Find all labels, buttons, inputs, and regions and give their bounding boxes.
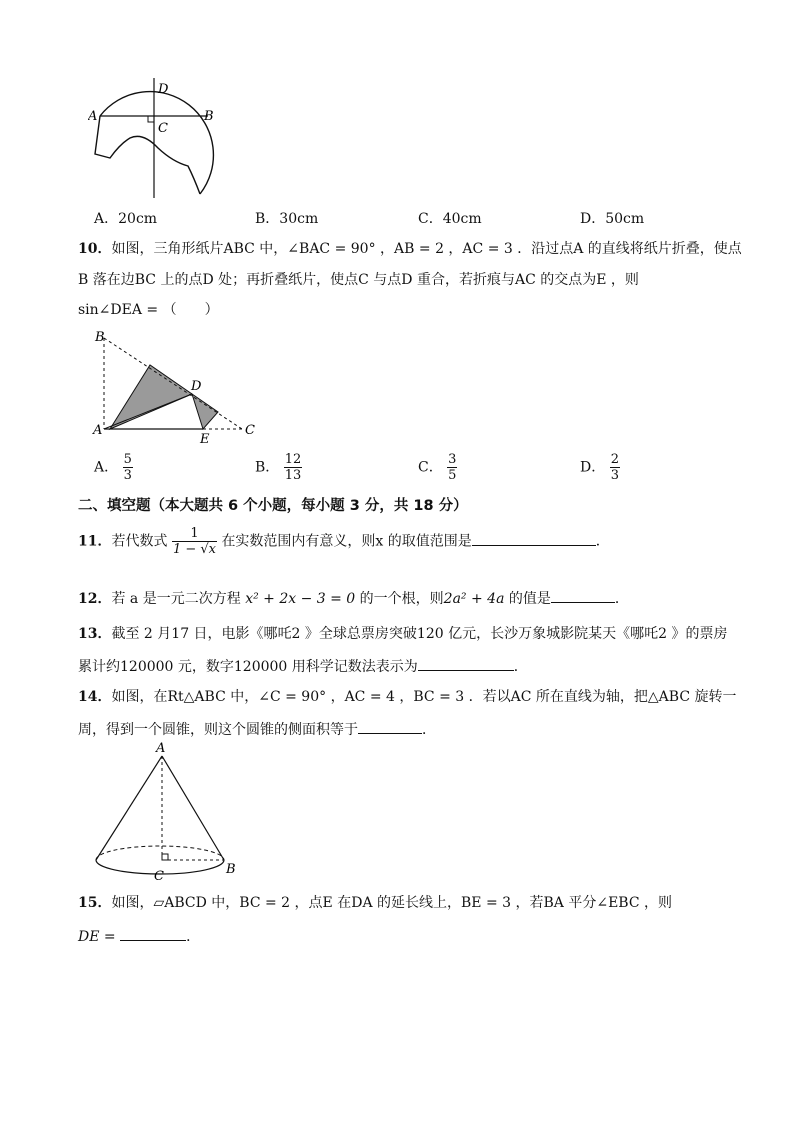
- q14-line1: 14．如图，在Rt△ABC 中，∠C = 90° ，AC = 4 ，BC = 3 ．若以AC 所在直线为轴，把△ABC 旋转一: [78, 689, 737, 705]
- q10-number: 10．: [78, 241, 112, 257]
- figure-q10-triangle: [90, 328, 270, 448]
- circle-arc: [100, 92, 213, 194]
- cone-right-edge: [162, 756, 224, 860]
- label-d: D: [191, 379, 202, 394]
- q14-answer-blank[interactable]: [358, 719, 422, 734]
- label-b: B: [226, 862, 236, 877]
- base-back-arc-dashed: [96, 846, 224, 860]
- cone-left-edge: [96, 756, 162, 860]
- q9-option-d: D．50cm: [580, 211, 645, 227]
- q13-answer-blank[interactable]: [418, 656, 514, 671]
- q10-line3: sin∠DEA = （ ）: [78, 302, 219, 318]
- right-angle-mark: [148, 116, 154, 122]
- label-a: A: [156, 741, 166, 756]
- right-angle-mark: [162, 854, 168, 860]
- q11-line: 11．若代数式 $\frac{1}{1 - √x}$ 在实数范围内有意义，则x 的取值范围是 ．: [78, 526, 610, 557]
- q12-answer-blank[interactable]: [551, 588, 615, 603]
- q10-option-a: A． $\frac{5}{3}$: [94, 452, 132, 483]
- q13-number: 13．: [78, 626, 112, 642]
- figure-q9-circle: [88, 74, 228, 204]
- q12-number: 12．: [78, 591, 112, 607]
- q12-line: 12．若 a 是一元二次方程 x² + 2x − 3 = 0 的一个根，则2a² + 4a 的值是 ．: [78, 588, 629, 608]
- q11-answer-blank[interactable]: [472, 531, 596, 546]
- q10-line2: B 落在边BC 上的点D 处；再折叠纸片，使点C 与点D 重合，若折痕与AC 的交点为E ，则: [78, 272, 639, 288]
- label-b: B: [204, 109, 214, 124]
- label-a: A: [88, 109, 98, 124]
- q15-line2: DE = ．: [78, 926, 200, 946]
- q14-number: 14．: [78, 689, 112, 705]
- q11-number: 11．: [78, 533, 112, 550]
- section-heading-fill-in: 二、填空题（本大题共 6 个小题，每小题 3 分，共 18 分）: [78, 498, 468, 514]
- q9-option-b: B．30cm: [255, 211, 319, 227]
- q15-answer-blank[interactable]: [120, 926, 186, 941]
- label-a: A: [93, 423, 103, 438]
- q10-line1: 10．如图，三角形纸片ABC 中，∠BAC = 90° ，AB = 2 ，AC = 3 ．沿过点A 的直线将纸片折叠，使点: [78, 241, 742, 257]
- q10-option-b: B． $\frac{12}{13}$: [255, 452, 302, 483]
- q10-option-c: C． $\frac{3}{5}$: [418, 452, 457, 483]
- q9-option-a: A．20cm: [94, 211, 158, 227]
- label-d: D: [158, 82, 169, 97]
- q13-line2: 累计约120000 元，数字120000 用科学记数法表示为 ．: [78, 656, 528, 676]
- shaded-triangle-1: [110, 365, 192, 429]
- shaded-triangle-2: [192, 394, 218, 429]
- label-e: E: [200, 432, 210, 447]
- figure-q14-cone: [90, 740, 250, 886]
- q14-line2: 周，得到一个圆锥，则这个圆锥的侧面积等于 ．: [78, 719, 436, 739]
- label-c: C: [245, 423, 255, 438]
- label-c: C: [158, 121, 168, 136]
- label-b: B: [95, 330, 105, 345]
- torn-edge-curve: [95, 116, 200, 194]
- q15-number: 15．: [78, 895, 112, 911]
- label-c: C: [154, 869, 164, 884]
- q10-option-d: D． $\frac{2}{3}$: [580, 452, 619, 483]
- q15-line1: 15．如图，▱ABCD 中，BC = 2 ，点E 在DA 的延长线上，BE = 3 ，若BA 平分∠EBC ，则: [78, 895, 673, 911]
- q13-line1: 13．截至 2 月17 日，电影《哪吒2 》全球总票房突破120 亿元，长沙万象城影院某天《哪吒2 》的票房: [78, 626, 728, 642]
- q9-option-c: C．40cm: [418, 211, 482, 227]
